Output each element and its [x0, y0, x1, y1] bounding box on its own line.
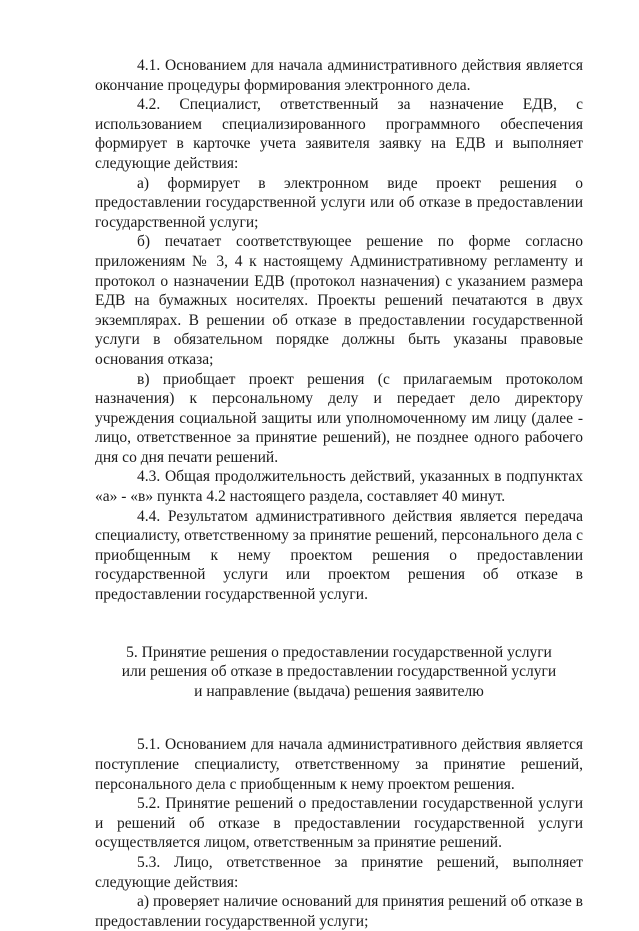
- section-heading-line-1: 5. Принятие решения о предоставлении государственной услуги: [126, 643, 552, 661]
- paragraph-5-3-a: а) проверяет наличие оснований для принятия решений об отказе в предоставлении государственной услуги;: [95, 893, 583, 930]
- section-5-heading: [95, 643, 583, 702]
- paragraph-4-3: 4.3. Общая продолжительность действий, указанных в подпунктах «а» - «в» пункта 4.2 настоящего раздела, составляет 40 минут.: [95, 468, 583, 506]
- paragraph-5-3: 5.3. Лицо, ответственное за принятие решений, выполняет следующие действия:: [95, 853, 583, 891]
- section-heading-line-2: или решения об отказе в предоставлении государственной услуги: [121, 663, 557, 681]
- paragraph-4-2-a: а) формирует в электронном виде проект решения о предоставлении государственной услуги или об отказе в предоставлении государственной услуги;: [95, 174, 583, 231]
- paragraph-4-2-b: б) печатает соответствующее решение по форме согласно приложениям № 3, 4 к настоящему Административному регламенту и протокол о назначении ЕДВ (протокол назначения) с указанием размера ЕДВ на бумажных носителях. Проекты решений печатаются в двух экземплярах. В решении об отказе в предоставлении государственной услуги в обязательном порядке должны быть указаны правовые основания отказа;: [95, 233, 583, 368]
- paragraph-4-1: 4.1. Основанием для начала административного действия является окончание процедуры формирования электронного дела.: [95, 57, 583, 94]
- paragraph-4-2-v: в) приобщает проект решения (с прилагаемым протоколом назначения) к персональному делу и передает дело директору учреждения социальной защиты или уполномоченному им лицу (далее - лицо, ответственное за принятие решений), не позднее одного рабочего дня со дня печати решений.: [95, 370, 583, 466]
- paragraph-5-2: 5.2. Принятие решений о предоставлении государственной услуги и решений об отказе в предоставлении государственной услуги осуществляется лицом, ответственным за принятие решений.: [95, 795, 583, 852]
- document-body: [95, 56, 583, 931]
- paragraph-5-1: 5.1. Основанием для начала административного действия является поступление специалисту, ответственному за принятие решений, персонального дела с приобщенным к нему проектом решения.: [95, 736, 583, 793]
- paragraph-4-2: 4.2. Специалист, ответственный за назначение ЕДВ, с использованием специализированного программного обеспечения формирует в карточке учета заявителя заявку на ЕДВ и выполняет следующие действия:: [95, 96, 583, 172]
- paragraph-4-4: 4.4. Результатом административного действия является передача специалисту, ответственному за принятие решений, персонального дела с приобщенным к нему проектом решения о предоставлении государственной услуги или проектом решения об отказе в предоставлении государственной услуги.: [95, 507, 583, 604]
- section-heading-line-3: и направление (выдача) решения заявителю: [194, 682, 484, 700]
